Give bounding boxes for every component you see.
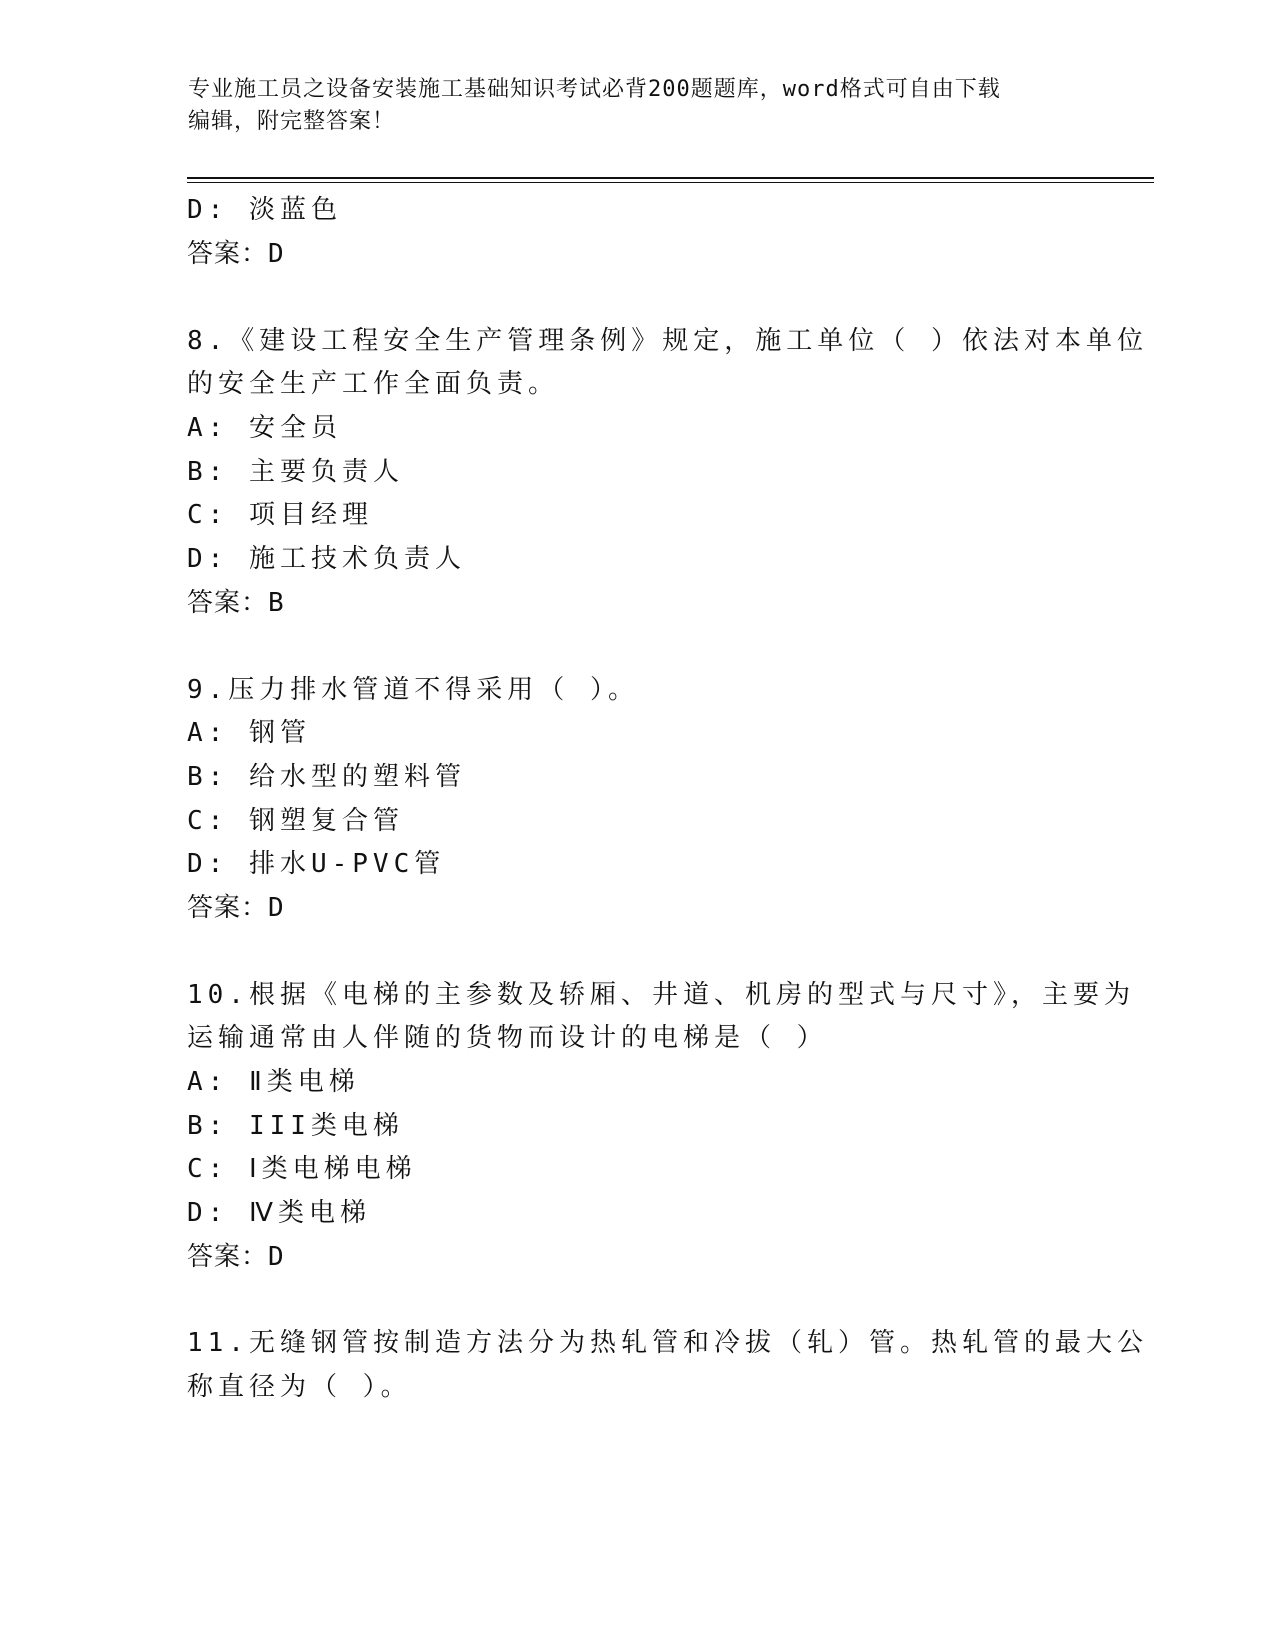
q8-option-c: C: 项目经理 xyxy=(187,500,373,530)
q8-stem-line-2: 的安全生产工作全面负责。 xyxy=(187,369,560,399)
q8-answer: 答案：B xyxy=(187,588,285,618)
header-title-line-1: 专业施工员之设备安装施工基础知识考试必背200题题库，word格式可自由下载 xyxy=(188,77,1001,102)
q10-stem-line-2: 运输通常由人伴随的货物而设计的电梯是（ ） xyxy=(187,1023,828,1053)
q8-option-b: B: 主要负责人 xyxy=(187,457,404,487)
q8-option-a: A: 安全员 xyxy=(187,413,342,443)
q9-option-c: C: 钢塑复合管 xyxy=(187,806,404,836)
q11-stem-line-1: 11.无缝钢管按制造方法分为热轧管和冷拔（轧）管。热轧管的最大公 xyxy=(187,1328,1148,1358)
q8-stem-line-1: 8.《建设工程安全生产管理条例》规定，施工单位（ ）依法对本单位 xyxy=(187,326,1148,356)
q10-stem-line-1: 10.根据《电梯的主参数及轿厢、井道、机房的型式与尺寸》，主要为 xyxy=(187,980,1135,1010)
q7-option-d: D: 淡蓝色 xyxy=(187,195,342,225)
q8-option-d: D: 施工技术负责人 xyxy=(187,544,466,574)
q10-option-d: D: Ⅳ类电梯 xyxy=(187,1198,371,1228)
q10-option-b: B: III类电梯 xyxy=(187,1111,404,1141)
q7-answer: 答案：D xyxy=(187,239,285,269)
q11-stem-line-2: 称直径为（ ）。 xyxy=(187,1372,412,1402)
q9-answer: 答案：D xyxy=(187,893,285,923)
header-divider-thin xyxy=(187,182,1154,183)
header-title-line-2: 编辑，附完整答案！ xyxy=(188,109,396,134)
q10-option-a: A: Ⅱ类电梯 xyxy=(187,1067,360,1097)
q10-answer: 答案：D xyxy=(187,1242,285,1272)
q9-option-b: B: 给水型的塑料管 xyxy=(187,762,466,792)
q10-option-c: C: Ⅰ类电梯电梯 xyxy=(187,1154,417,1184)
q9-option-a: A: 钢管 xyxy=(187,718,311,748)
header-divider-thick xyxy=(187,177,1154,179)
q9-stem: 9.压力排水管道不得采用（ ）。 xyxy=(187,675,639,705)
q9-option-d: D: 排水U-PVC管 xyxy=(187,849,446,879)
document-header xyxy=(188,74,1088,138)
